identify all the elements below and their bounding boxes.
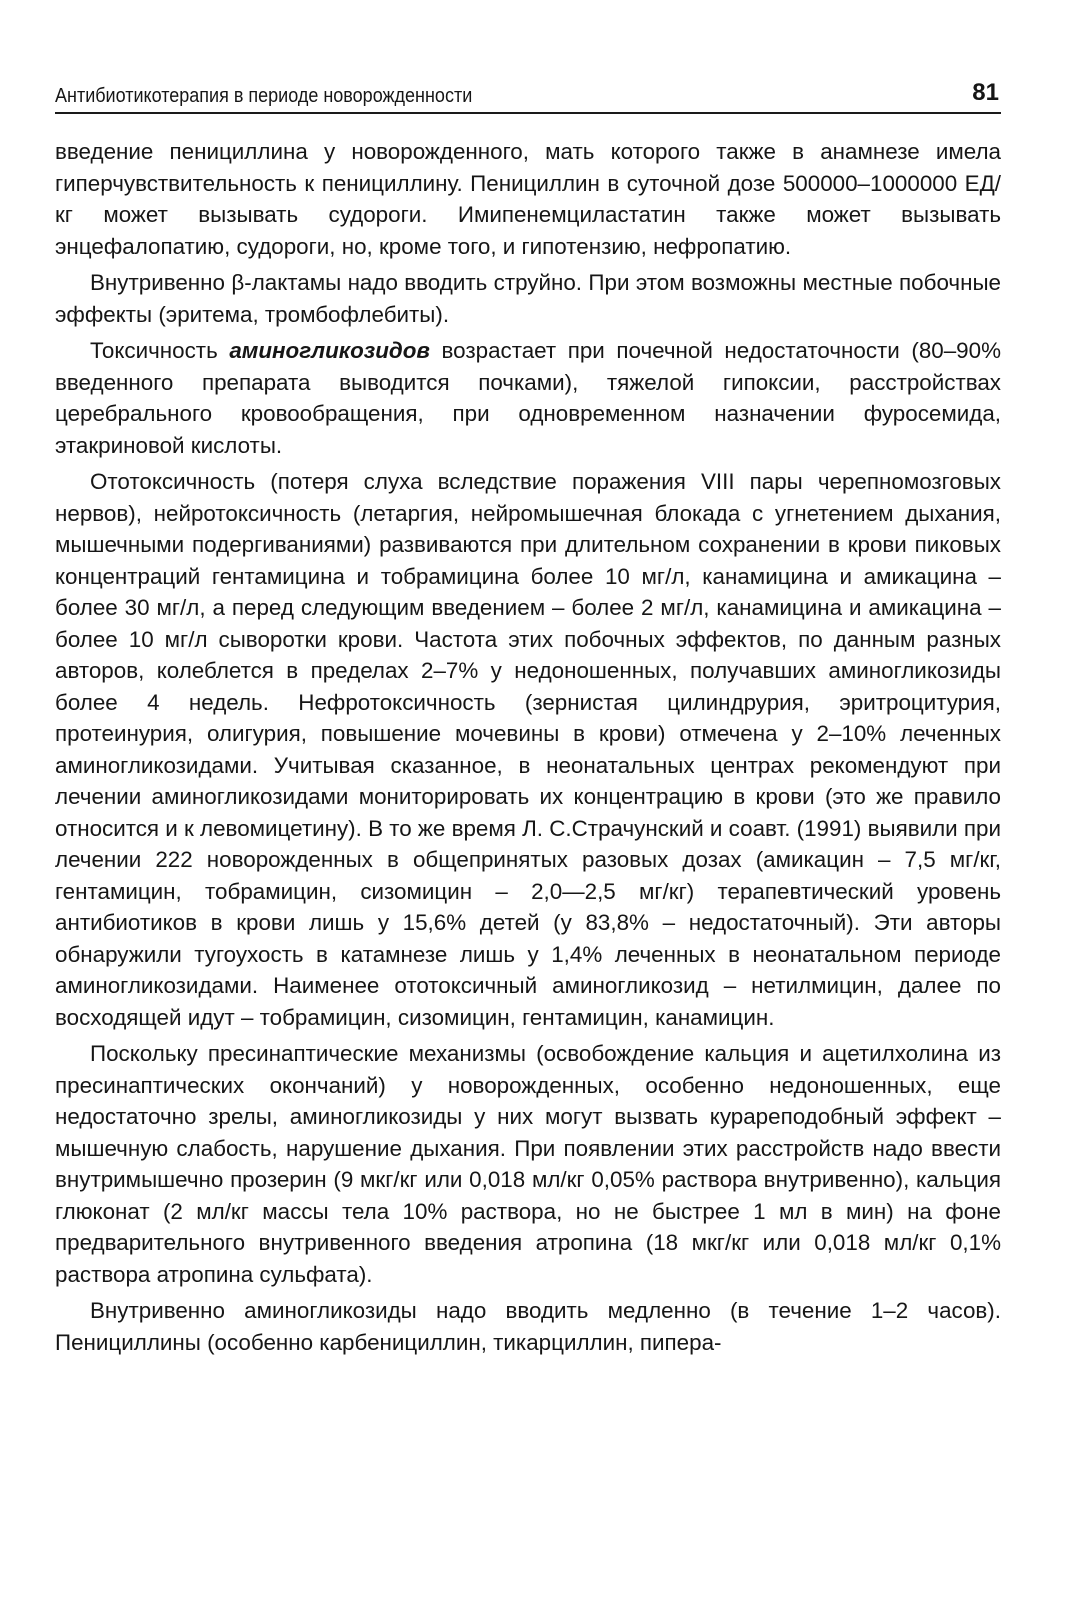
paragraph: Ототоксичность (потеря слуха вследствие поражения VIII пары черепномозговых нервов), нейротоксичность (летаргия, нейромышечная блокада с угнетением дыхания, мышечными подергиваниями) развиваются при длительном сохранении в крови пиковых концентраций гентамицина и тобрамицина более 10 мг/л, канамицина и амикацина – более 30 мг/л, а перед следующим введением – более 2 мг/л, канамицина и амикацина – более 10 мг/л сыворотки крови. Частота этих побочных эффектов, по данным разных авторов, колеблется в пределах 2–7% у недоношенных, получавших аминогликозиды более 4 недель. Нефротоксичность (зернистая цилиндрурия, эритроцитурия, протеинурия, олигурия, повышение мочевины в крови) отмечена у 2–10% леченных аминогликозидами. Учитывая сказанное, в неонатальных центрах рекомендуют при лечении аминогликозидами мониторировать их концентрацию в крови (это же правило относится и к левомицетину). В то же время Л. С.Страчунский и соавт. (1991) выявили при лечении 222 новорожденных в общепринятых разовых дозах (амикацин – 7,5 мг/кг, гентамицин, тобрамицин, сизомицин – 2,0—2,5 мг/кг) терапевтический уровень антибиотиков в крови лишь у 15,6% детей (у 83,8% – недостаточный). Эти авторы обнаружили тугоухость в катамнезе лишь у 1,4% леченных в неонатальном периоде аминогликозидами. Наименее ототоксичный аминогликозид – нетилмицин, далее по восходящей идут – тобрамицин, сизомицин, гентамицин, канамицин. bbox=[55, 469, 1001, 1030]
paragraph-text: возрастает при почечной недостаточности (80–90% введенного препарата выводится почками), тяжелой гипоксии, расстройствах церебрального кровообращения, при одновременном назначении фуросемида, этакриновой кислоты. bbox=[55, 338, 1002, 458]
emphasis-term: аминогликозидов bbox=[229, 338, 430, 363]
page-number: 81 bbox=[972, 79, 999, 106]
paragraph: Внутривенно аминогликозиды надо вводить медленно (в течение 1–2 часов). Пенициллины (особенно карбенициллин, тикарциллин, пипера- bbox=[55, 1298, 1001, 1355]
paragraph: Внутривенно β-лактамы надо вводить струйно. При этом возможны местные побочные эффекты (эритема, тромбофлебиты). bbox=[55, 270, 1001, 327]
paragraph bbox=[55, 335, 1001, 461]
body-text bbox=[55, 136, 1001, 1358]
paragraph-text: Токсичность bbox=[90, 338, 230, 363]
paragraph: введение пенициллина у новорожденного, мать которого также в анамнезе имела гиперчувствительность к пенициллину. Пенициллин в суточной дозе 500000–1000000 ЕД/кг может вызывать судороги. Имипенемциластатин также может вызывать энцефалопатию, судороги, но, кроме того, и гипотензию, нефропатию. bbox=[55, 139, 1001, 259]
header-title: Антибиотикотерапия в периоде новорожденности bbox=[55, 85, 473, 107]
paragraph: Поскольку пресинаптические механизмы (освобождение кальция и ацетилхолина из пресинаптических окончаний) у новорожденных, особенно недоношенных, еще недостаточно зрелы, аминогликозиды у них могут вызвать курареподобный эффект – мышечную слабость, нарушение дыхания. При появлении этих расстройств надо ввести внутримышечно прозерин (9 мкг/кг или 0,018 мл/кг 0,05% раствора внутривенно), кальция глюконат (2 мл/кг массы тела 10% раствора, но не быстрее 1 мл в мин) на фоне предварительного внутривенного введения атропина (18 мкг/кг или 0,018 мл/кг 0,1% раствора атропина сульфата). bbox=[55, 1041, 1001, 1287]
running-header bbox=[55, 74, 1001, 114]
